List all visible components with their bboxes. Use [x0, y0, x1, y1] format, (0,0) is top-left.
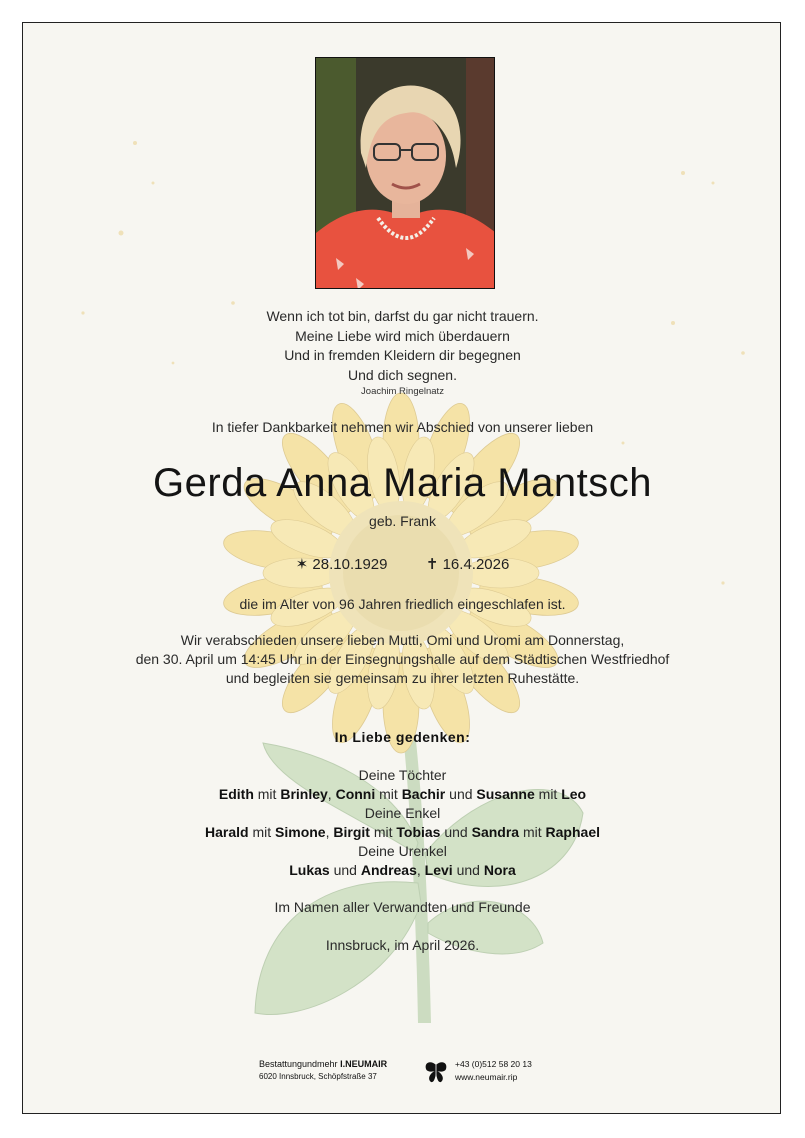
- age-text: die im Alter von 96 Jahren friedlich eingeschlafen ist.: [239, 596, 566, 612]
- butterfly-logo-icon: [423, 1059, 449, 1085]
- intro-text: In tiefer Dankbarkeit nehmen wir Abschied von unserer lieben: [211, 419, 594, 435]
- daughters-names: Edith mit Brinley, Conni mit Bachir und Susanne mit Leo: [218, 786, 587, 802]
- death-cross-icon: ✝: [425, 556, 439, 573]
- funeral-home-brand: Bestattungundmehr I.NEUMAIR: [259, 1059, 388, 1069]
- funeral-home-footer: [259, 1059, 579, 1089]
- funeral-line: Wir verabschieden unsere lieben Mutti, Omi und Uromi am Donnerstag,: [180, 632, 625, 648]
- deceased-name: Gerda Anna Maria Mantsch: [153, 461, 652, 505]
- poem-line: Meine Liebe wird mich überdauern: [295, 327, 510, 344]
- parte-sheet: [22, 22, 781, 1114]
- relatives-text: Im Namen aller Verwandten und Freunde: [274, 899, 531, 915]
- funeral-info: [23, 631, 781, 688]
- funeral-home-address: 6020 Innsbruck, Schöpfstraße 37: [259, 1072, 377, 1081]
- mourning-heading: In Liebe gedenken:: [334, 729, 471, 745]
- funeral-home-phone: +43 (0)512 58 20 13: [455, 1059, 532, 1069]
- death-date: 16.4.2026: [442, 556, 510, 573]
- maiden-name: geb. Frank: [369, 513, 436, 529]
- grandchildren-label: Deine Enkel: [364, 805, 441, 821]
- birth-star-icon: ✶: [295, 556, 309, 573]
- life-dates: [23, 555, 781, 573]
- poem-author: Joachim Ringelnatz: [361, 386, 444, 397]
- poem-line: Wenn ich tot bin, darfst du gar nicht trauern.: [266, 308, 539, 324]
- poem-line: Und in fremden Kleidern dir begegnen: [284, 347, 521, 363]
- poem: [23, 307, 781, 399]
- poem-line: Und dich segnen.: [348, 366, 457, 383]
- mourners-list: [23, 766, 781, 880]
- birth-date: 28.10.1929: [312, 556, 388, 573]
- funeral-line: den 30. April um 14:45 Uhr in der Einsegnungshalle auf dem Städtischen Westfriedhof: [135, 651, 670, 667]
- grandchildren-names: Harald mit Simone, Birgit mit Tobias und Sandra mit Raphael: [204, 824, 600, 840]
- funeral-line: und begleiten sie gemeinsam zu ihrer letzten Ruhestätte.: [225, 670, 580, 686]
- funeral-home-website: www.neumair.rip: [455, 1072, 518, 1082]
- great-grandchildren-names: Lukas und Andreas, Levi und Nora: [289, 862, 516, 878]
- portrait-photo: [315, 57, 495, 289]
- daughters-label: Deine Töchter: [358, 767, 447, 783]
- place-date: Innsbruck, im April 2026.: [325, 937, 480, 953]
- great-grandchildren-label: Deine Urenkel: [358, 843, 447, 859]
